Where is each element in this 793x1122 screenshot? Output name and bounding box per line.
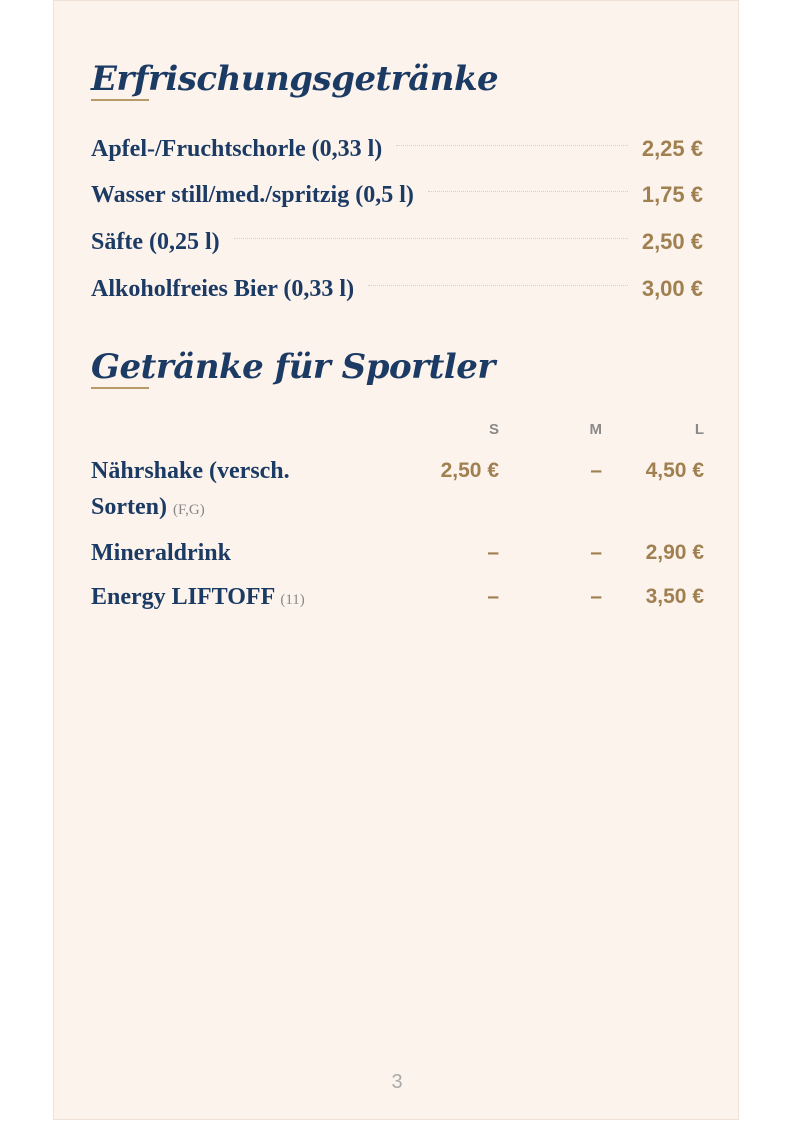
menu-item-price: 2,50 €	[641, 229, 703, 254]
menu-page	[53, 0, 739, 1120]
title-underline	[91, 387, 149, 389]
sport-item-name	[91, 579, 391, 618]
price-m: –	[590, 541, 602, 564]
menu-item-price: 3,00 €	[641, 276, 703, 301]
dotted-leader	[396, 145, 628, 146]
page-number: 3	[391, 1071, 403, 1093]
price-m: –	[590, 585, 602, 608]
menu-item-row	[91, 226, 703, 258]
menu-item-name: Wasser still/med./spritzig (0,5 l)	[91, 181, 414, 208]
price-s: –	[487, 585, 499, 608]
menu-item-name: Alkoholfreies Bier (0,33 l)	[91, 275, 355, 302]
dotted-leader	[368, 285, 628, 286]
price-l: 4,50 €	[645, 459, 704, 482]
sport-item-name-text: Mineraldrink	[91, 540, 232, 566]
sport-item-name-line2: Sorten)	[91, 494, 167, 520]
price-l: 2,90 €	[645, 541, 704, 564]
allergen-note: (F,G)	[172, 502, 205, 518]
price-s: –	[487, 541, 499, 564]
sport-item-name	[91, 453, 391, 528]
sport-item-name	[91, 535, 391, 571]
sport-item-name-line1: Nährshake (versch.	[91, 458, 290, 484]
menu-item-name: Säfte (0,25 l)	[91, 228, 220, 255]
title-underline	[91, 99, 149, 101]
price-s: 2,50 €	[440, 459, 499, 482]
price-m: –	[590, 459, 602, 482]
allergen-note: (11)	[280, 592, 305, 608]
menu-item-price: 2,25 €	[641, 136, 703, 161]
price-l: 3,50 €	[645, 585, 704, 608]
menu-item-price: 1,75 €	[641, 182, 703, 207]
section-title-refreshments: Erfrischungsgetränke	[91, 59, 499, 99]
column-header-s: S	[488, 421, 499, 438]
menu-item-row	[91, 133, 703, 165]
section-title-sports-drinks: Getränke für Sportler	[91, 347, 495, 387]
column-header-m: M	[589, 421, 602, 438]
sport-item-name-text: Energy LIFTOFF	[91, 584, 275, 610]
menu-item-name: Apfel-/Fruchtschorle (0,33 l)	[91, 135, 383, 162]
menu-item-row	[91, 273, 703, 305]
dotted-leader	[428, 191, 628, 192]
dotted-leader	[234, 238, 628, 239]
menu-item-row	[91, 179, 703, 211]
column-header-l: L	[694, 421, 704, 438]
